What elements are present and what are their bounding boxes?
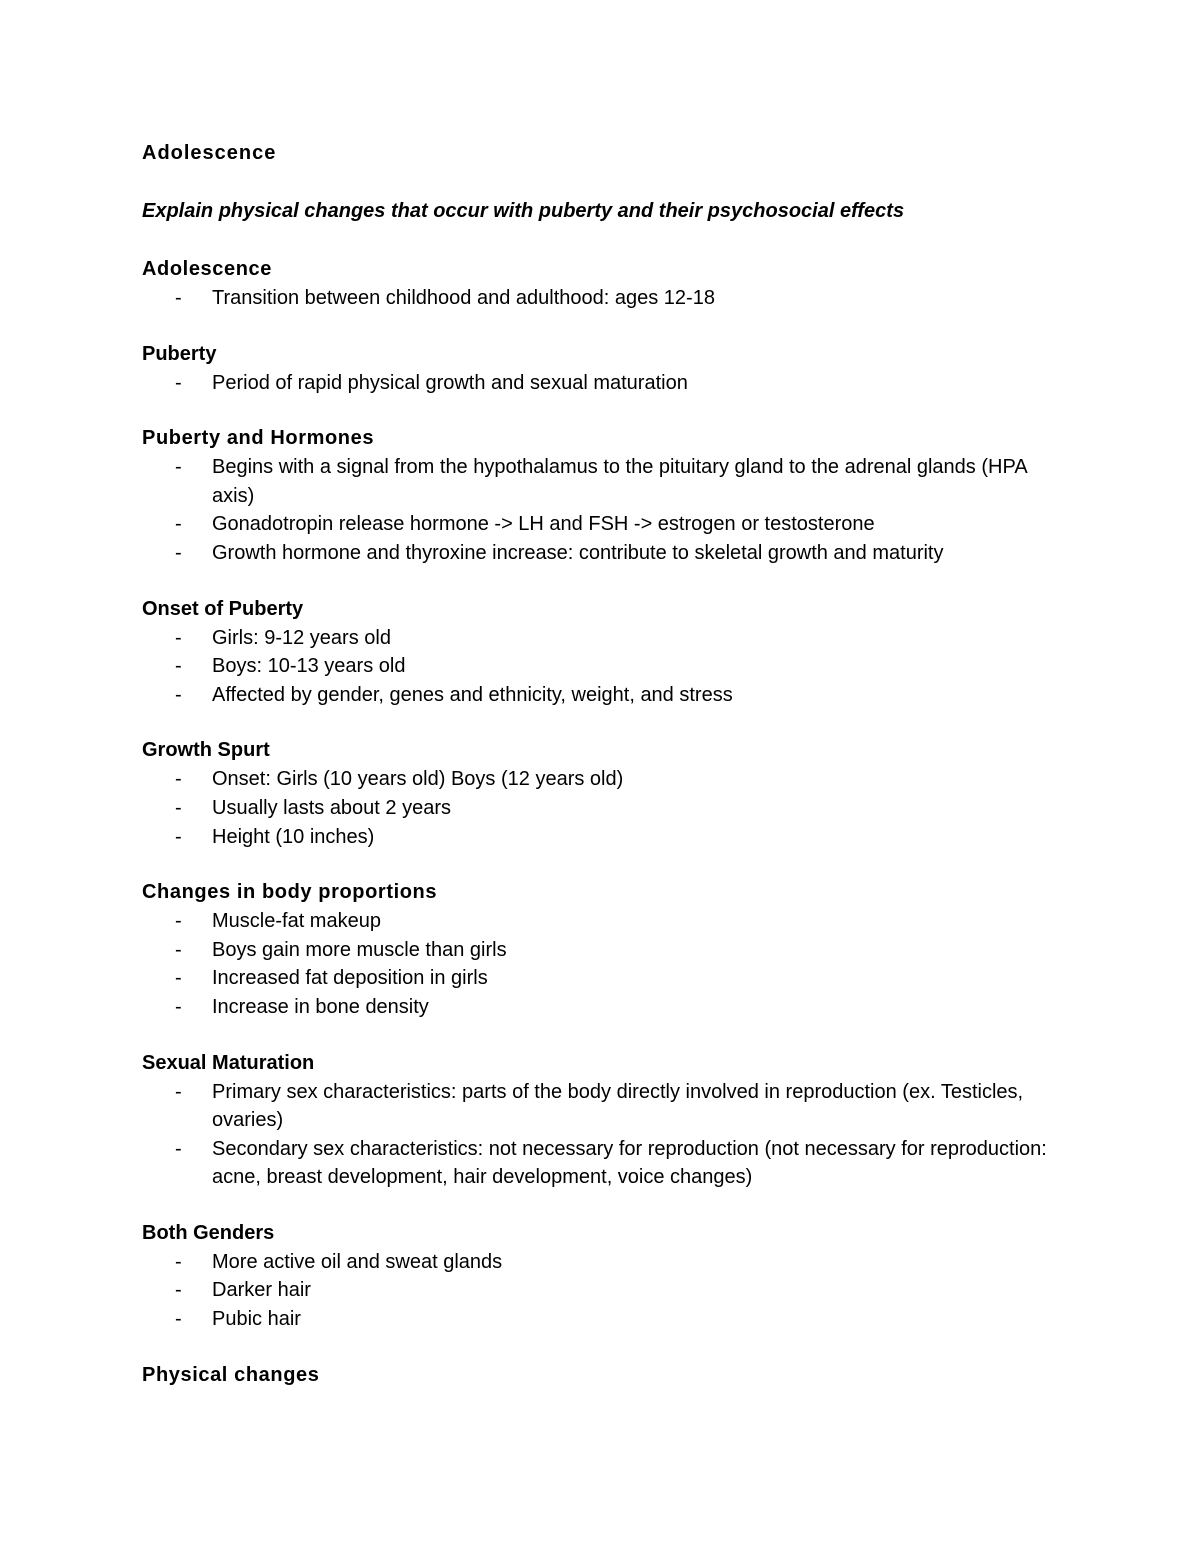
dash-bullet-icon: - xyxy=(175,938,182,961)
list-item-text: Girls: 9-12 years old xyxy=(212,626,391,649)
list-item xyxy=(142,765,1062,794)
list-item-text: More active oil and sweat glands xyxy=(212,1250,503,1273)
section-heading: Puberty and Hormones xyxy=(142,427,375,450)
list-item-text: Gonadotropin release hormone -> LH and FSH -> estrogen or testosterone xyxy=(212,513,875,536)
list-item xyxy=(142,1078,1062,1135)
dash-bullet-icon: - xyxy=(175,768,182,791)
list-item xyxy=(142,993,1062,1022)
dash-bullet-icon: - xyxy=(175,1308,182,1331)
list-item-text: Boys: 10-13 years old xyxy=(212,655,406,678)
bullet-list xyxy=(142,1248,1062,1334)
dash-bullet-icon: - xyxy=(175,967,182,990)
list-item xyxy=(142,681,1062,710)
dash-bullet-icon: - xyxy=(175,995,182,1018)
section xyxy=(142,1360,1062,1390)
list-item-text: Period of rapid physical growth and sexual maturation xyxy=(212,371,688,394)
dash-bullet-icon: - xyxy=(175,910,182,933)
list-item-text: Transition between childhood and adulthood: ages 12-18 xyxy=(212,287,715,309)
dash-bullet-icon: - xyxy=(175,1080,182,1103)
dash-bullet-icon: - xyxy=(175,683,182,706)
list-item xyxy=(142,453,1062,510)
list-item xyxy=(142,794,1062,823)
section-list xyxy=(142,254,1062,1390)
list-item-text: Onset: Girls (10 years old) Boys (12 years old) xyxy=(212,768,624,791)
list-item-text: Boys gain more muscle than girls xyxy=(212,938,507,961)
list-item xyxy=(142,907,1062,936)
section-heading: Sexual Maturation xyxy=(142,1051,315,1074)
list-item-text: Muscle-fat makeup xyxy=(212,910,381,933)
list-item xyxy=(142,652,1062,681)
section xyxy=(142,254,1062,313)
dash-bullet-icon: - xyxy=(175,513,182,536)
dash-bullet-icon: - xyxy=(175,626,182,649)
dash-bullet-icon: - xyxy=(175,796,182,819)
dash-bullet-icon: - xyxy=(175,1279,182,1302)
document-page xyxy=(142,138,1062,1390)
list-item xyxy=(142,369,1062,398)
section-heading: Physical changes xyxy=(142,1363,320,1386)
list-item xyxy=(142,823,1062,852)
list-item xyxy=(142,1248,1062,1277)
list-item-text: Increase in bone density xyxy=(212,995,429,1018)
list-item xyxy=(142,510,1062,539)
section-heading: Changes in body proportions xyxy=(142,881,438,904)
list-item-text: Affected by gender, genes and ethnicity, weight, and stress xyxy=(212,683,733,706)
list-item xyxy=(142,964,1062,993)
section-heading: Onset of Puberty xyxy=(142,597,304,620)
section-heading: Adolescence xyxy=(142,258,272,280)
list-item-text: Darker hair xyxy=(212,1279,311,1302)
list-item xyxy=(142,539,1062,568)
dash-bullet-icon: - xyxy=(175,655,182,678)
section xyxy=(142,594,1062,710)
bullet-list xyxy=(142,624,1062,710)
section-heading: Both Genders xyxy=(142,1221,275,1244)
dash-bullet-icon: - xyxy=(175,287,182,309)
section-heading: Puberty xyxy=(142,342,217,365)
dash-bullet-icon: - xyxy=(175,825,182,848)
list-item-text: Secondary sex characteristics: not necessary for reproduction (not necessary for reproduction: acne, breast development, hair development, voice changes) xyxy=(212,1137,1047,1189)
list-item-text: Height (10 inches) xyxy=(212,825,375,848)
section xyxy=(142,1048,1062,1192)
dash-bullet-icon: - xyxy=(175,456,182,479)
bullet-list xyxy=(142,284,1062,313)
list-item-text: Primary sex characteristics: parts of the body directly involved in reproduction (ex. Testicles, ovaries) xyxy=(212,1080,1024,1132)
dash-bullet-icon: - xyxy=(175,541,182,564)
section xyxy=(142,423,1062,567)
list-item-text: Growth hormone and thyroxine increase: contribute to skeletal growth and maturity xyxy=(212,541,944,564)
bullet-list xyxy=(142,1078,1062,1192)
bullet-list xyxy=(142,369,1062,398)
document-title: Adolescence xyxy=(142,142,277,164)
section xyxy=(142,735,1062,851)
list-item xyxy=(142,936,1062,965)
section-heading: Growth Spurt xyxy=(142,739,270,762)
list-item-text: Begins with a signal from the hypothalamus to the pituitary gland to the adrenal glands (HPA axis) xyxy=(212,456,1027,507)
dash-bullet-icon: - xyxy=(175,371,182,394)
list-item-text: Increased fat deposition in girls xyxy=(212,967,488,990)
list-item xyxy=(142,284,1062,313)
bullet-list xyxy=(142,453,1062,567)
list-item xyxy=(142,1305,1062,1334)
bullet-list xyxy=(142,765,1062,851)
section xyxy=(142,1218,1062,1334)
list-item-text: Pubic hair xyxy=(212,1308,301,1331)
document-subtitle: Explain physical changes that occur with puberty and their psychosocial effects xyxy=(142,200,905,222)
dash-bullet-icon: - xyxy=(175,1250,182,1273)
section xyxy=(142,339,1062,398)
dash-bullet-icon: - xyxy=(175,1137,182,1160)
list-item xyxy=(142,1135,1062,1192)
list-item xyxy=(142,1276,1062,1305)
list-item-text: Usually lasts about 2 years xyxy=(212,796,452,819)
list-item xyxy=(142,624,1062,653)
section xyxy=(142,877,1062,1021)
bullet-list xyxy=(142,907,1062,1021)
